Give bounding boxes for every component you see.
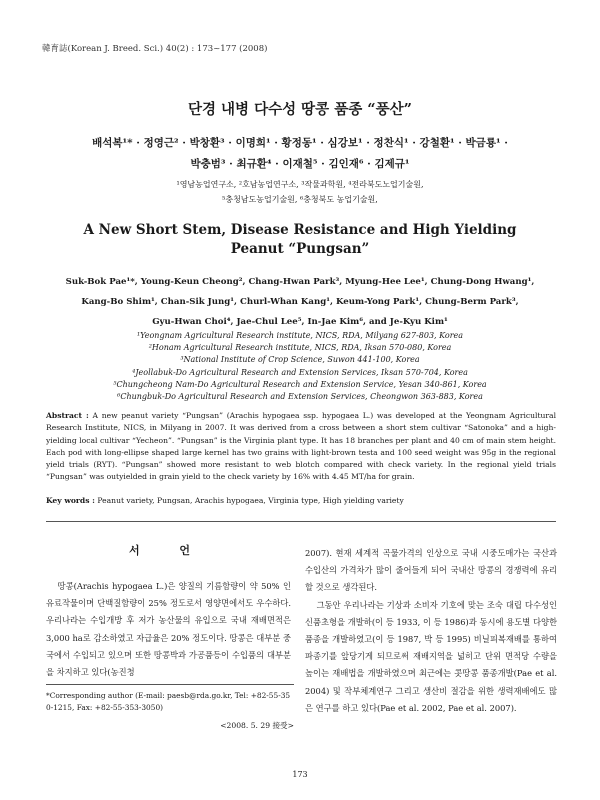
title-english-line: Peanut “Pungsan”: [230, 241, 370, 257]
page-number: 173: [292, 770, 308, 779]
authors-english-line: Kang-Bo Shim¹, Chan-Sik Jung¹, Churl-Whan Kang¹, Keum-Yong Park¹, Chung-Berm Park³,: [81, 297, 519, 307]
received-date: <2008. 5. 29 接受>: [220, 721, 294, 730]
footnote-divider: [46, 684, 294, 685]
abstract: [46, 410, 556, 484]
affiliation-korean-line: ⁵충청남도농업기술원, ⁶충청북도 농업기술원,: [222, 195, 378, 204]
corresponding-author-footnote: [46, 690, 294, 713]
body-paragraph: 2007). 현재 세계적 곡물가격의 인상으로 국내 시중도매가는 국산과 수입산의 가격차가 많이 줄어들게 되어 국내산 땅콩의 경쟁력에 유리할 것으로 생각된다.: [305, 548, 557, 593]
body-left-column: [46, 578, 291, 681]
affiliation-english-line: ¹Yeongnam Agricultural Research institute, NICS, RDA, Milyang 627-803, Korea: [136, 331, 464, 340]
section-heading: 서 언: [128, 544, 209, 557]
authors-korean: [60, 133, 540, 175]
body-right-column: [305, 545, 557, 717]
affiliation-korean-line: ¹영남농업연구소, ²호남농업연구소, ³작물과학원, ⁴전라북도노업기술원,: [176, 180, 424, 189]
title-english: [0, 221, 600, 259]
journal-citation: 韓育誌(Korean J. Breed. Sci.) 40(2) : 173~177 (2008): [42, 44, 268, 54]
affiliation-english-line: ³National Institute of Crop Science, Suwon 441-100, Korea: [180, 355, 420, 365]
affiliations-english: [40, 330, 560, 403]
abstract-label: Abstract :: [46, 411, 89, 420]
affiliation-english-line: ⁵Chungcheong Nam-Do Agricultural Research and Extension Service, Yesan 340-861, Korea: [113, 379, 487, 389]
body-paragraph: 땅콩(Arachis hypogaea L.)은 양질의 기름함량이 약 50% 인 유료작물이며 단백질함량이 25% 정도로서 영양면에서도 우수하다. 우리나라는 수입개방 후 저가 농산물의 유입으로 국내 재배면적은 3,000 ha로 감소하였고 자급율은 20% 정도이다. 땅콩은 대부분 중국에서 수입되고 있으며 또한 땅콩박과 가공품등이 수입품의 대부분을 차지하고 있다(농진청: [46, 581, 291, 678]
abstract-text: A new peanut variety “Pungsan” (Arachis hypogaea ssp. hypogaea L.) was developed at the Yeongnam Agricultural Research Institute, NICS, in Milyang in 2007. It was derived from a cross between a short stem cultivar “Satonoka” and a high-yielding local cultivar “Yecheon”. “Pungsan” is the Virginia plant type. It has 18 branches per plant and 40 cm of main stem height. Each pod with long-ellipse shaped large kernel has two grains with light-brown testa and 100 seed weight was 95g in the regional yield trials (RYT). “Pungsan” showed more resistant to web blotch compared with check variety. In the regional yield trials “Pungsan” was outyielded in grain yield to the check variety by 16% with 4.45 MT/ha for grain.: [46, 411, 557, 482]
authors-english-line: Gyu-Hwan Choi⁴, Jae-Chul Lee⁵, In-Jae Kim⁶, and Je-Kyu Kim¹: [152, 317, 448, 327]
keywords-label: Key words :: [46, 496, 95, 505]
body-paragraph: 그동안 우리나라는 기상과 소비자 기호에 맞는 조숙 대립 다수성인 신품초형을 개발하(이 등 1933, 이 등 1986)과 동시에 용도별 다양한 품종을 개발하였고(이 등 1987, 박 등 1995) 비닐피복재배를 통하여 파종기를 앞당기게 되므로써 재배지역을 넓히고 단위 면적당 수량을 높이는 재배법을 개발하였으며 최근에는 콧땅콩 품종개발(Pae et al. 2004) 및 작부체계연구 그리고 생산비 절감을 위한 생력재배에도 많은 연구를 하고 있다(Pae et al. 2002, Pae et al. 2007).: [305, 599, 557, 713]
affiliation-english-line: ²Honam Agricultural Research institute, NICS, RDA, Iksan 570-080, Korea: [148, 343, 452, 353]
affiliation-english-line: ⁴Jeollabuk-Do Agricultural Research and Extension Services, Iksan 570-704, Korea: [132, 367, 468, 377]
footnote-line: 0-1215, Fax: +82-55-353-3050): [46, 702, 164, 712]
affiliation-english-line: ⁶Chungbuk-Do Agricultural Research and Extension Services, Cheongwon 363-883, Korea: [117, 392, 483, 402]
footnote-line: *Corresponding author (E-mail: paesb@rda.go.kr, Tel: +82-55-35: [46, 691, 291, 700]
title-korean: 단경 내병 다수성 땅콩 품종 “풍산”: [187, 101, 412, 118]
keywords-text: Peanut variety, Pungsan, Arachis hypogaea, Virginia type, High yielding variety: [97, 496, 404, 505]
affiliations-korean: [60, 177, 540, 207]
title-english-line: A New Short Stem, Disease Resistance and High Yielding: [83, 222, 517, 238]
authors-english-line: Suk-Bok Pae¹*, Young-Keun Cheong², Chang-Hwan Park³, Myung-Hee Lee¹, Chung-Dong Hwang¹,: [65, 277, 535, 287]
authors-korean-line: 박충범³ · 최규환⁴ · 이재철⁵ · 김인재⁶ · 김제규¹: [190, 158, 410, 170]
keywords: [46, 496, 556, 505]
section-divider: [46, 521, 556, 522]
authors-korean-line: 배석복¹* · 정영근² · 박창환³ · 이명희¹ · 황정동¹ · 심강보¹ · 정찬식¹ · 강철환¹ · 박금룡¹ ·: [92, 137, 508, 149]
authors-english: [40, 272, 560, 332]
